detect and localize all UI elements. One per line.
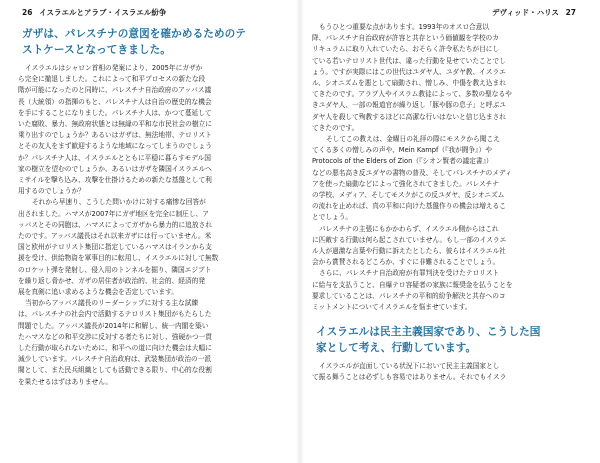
text-line: 会から賞賛されるどころか、すぐに非難されることでしょう。 [312, 258, 500, 267]
right-page-content [312, 22, 588, 384]
text-line: ミサイルを撃ち込み、攻撃を仕掛けるための新たな基盤として利 [18, 176, 212, 185]
text-line: ょう。ですが実際にはこの世代はユダヤ人、ユダヤ教、イスラエ [312, 67, 506, 76]
text-line: か？パレスチナ人は、イスラエルとともに平穏に暮らすモデル国 [18, 153, 211, 162]
text-line: ッバスとその同胞は、ハマスによってガザから暴力的に追放され [18, 220, 212, 229]
text-line: 出されました。ハマスが2007年にガザ地区を完全に制圧し、ア [18, 209, 209, 218]
text-line: を手にすることになりました。パレスチナ人は、かつて蔓延して [18, 108, 212, 117]
text-line: ダヤ人を殺して殉教するほどに高潔な行いはないと信じ込まされ [312, 112, 506, 121]
text-line: もうひとつ重要な点があります。1993年のオスロ合意以 [319, 23, 490, 31]
text-line: たハマスなどの和平交渉に反対する者たちに対し、強硬かつ一貫 [18, 332, 212, 341]
text-line: きユダヤ人、一部の報道官が繰り返し「豚や豚の息子」と呼ぶユ [312, 101, 506, 110]
left-page-header [18, 7, 292, 18]
text-line: 降、パレスチナ自治政府が許容と共存という価値観を学校のカ [312, 34, 499, 43]
right-page-header [308, 7, 580, 18]
heading-line: ストケースとなってきました。 [22, 44, 171, 56]
text-line: に匹敵する行動は何ら起こされていません。もし一部のイスラエ [312, 235, 507, 244]
paragraph [312, 134, 588, 224]
text-line: てきたのです。 [312, 123, 359, 132]
text-line: した行動が取られないために、和平への道に向けた機会は大幅に [18, 344, 212, 353]
text-line: イスラエルが直面している状況下において民主主義国家とし [319, 362, 500, 371]
text-line: いた腐敗、暴力、無政府状態とは無縁の平和な市民社会の樹立に [18, 120, 212, 129]
text-line: 長（大統領）の指揮のもと、パレスチナ人は自治の歴史的な機会 [18, 97, 212, 106]
spacer [312, 313, 588, 320]
heading-line: ガザは、パレスチナの意図を確かめるためのテ [22, 28, 247, 40]
running-title-left: イスラエルとアラブ・イスラエル紛争 [39, 8, 167, 17]
text-line: て振る舞うことは必ずしも容易ではありません。それでもイスラ [312, 373, 507, 382]
text-line: てきたのです。アラブ人やイスラム教徒によって、多数の聖なるや [312, 90, 512, 99]
text-line: 乗り出すのでしょうか？あるいはガザは、無法地帯、テロリスト [18, 131, 212, 140]
section-heading-democracy [316, 324, 588, 356]
paragraph [312, 361, 588, 383]
paragraph [18, 197, 288, 298]
paragraph [18, 298, 288, 388]
text-line: リキュラムに取り入れていたら、おそらく許令私たちが目にし [312, 45, 500, 54]
heading-line: イスラエルは民主主義国家であり、こうした国 [316, 326, 541, 339]
text-line: 要求していることは、パレスチナの平和的紛争解決と共存へのコ [312, 291, 506, 300]
book-gutter [296, 0, 304, 463]
text-line: 減少しています。パレスチナ自治政府は、武装集団が政治の一派 [18, 355, 212, 364]
text-line: 用するのでしょうか？ [18, 187, 85, 196]
text-line: ミットメントについてイスラエルを悩ませています。 [312, 303, 472, 312]
text-line: さらに、パレスチナ自治政府が有罪判決を受けたテロリスト [319, 269, 500, 278]
paragraph [18, 63, 288, 197]
text-line: 国と欧州がテロリスト集団に指定しているハマスはイランから支 [18, 243, 212, 252]
text-line: 展を真剣に追い求めるような機会を否定しています。 [18, 288, 178, 297]
text-line: を果たせるはずはありません。 [18, 377, 113, 386]
text-line: の学校、メディア、そしてモスクがこの反ユダヤ、反シオニズム [312, 191, 505, 200]
left-page [0, 0, 292, 463]
text-line: イスラエルはシャロン首相の発案により、2005年にガザか [25, 64, 203, 72]
paragraph [312, 22, 588, 134]
text-line: 家の樹立を望むのでしょうか、あるいはガザを隣国イスラエルへ [18, 164, 212, 173]
paragraph [312, 268, 588, 313]
text-line: は、パレスチナの社会内で活動するテロリスト集団がもたらした [18, 310, 212, 319]
text-line: ら完全に撤退しました。これによって和平プロセスの新たな段 [18, 75, 206, 84]
text-line: てくる多くの憎しみの声や、Mein Kampf（『我が闘争』）や [312, 146, 492, 155]
text-line: に給与を支払うこと、自爆テロ容疑者の家族に報奨金を払うことを [312, 280, 513, 289]
heading-line: 家として考え、行動しています。 [316, 342, 477, 355]
text-line: などの悪名高き反ユダヤの書物の普及、そしてパレスチナのメディ [312, 168, 512, 177]
page-number-left: 26 [22, 8, 33, 17]
text-line: 当初からアッバス議長のリーダーシップに対する主な試練 [25, 299, 199, 308]
text-line: のロケット弾を発射し、侵入用のトンネルを掘り、隣国エジプト [18, 265, 212, 274]
text-line: を繰り返し脅かせ、ガザの居住者が政治的、社会的、経済的発 [18, 276, 206, 285]
text-line: とでしょう。 [312, 213, 353, 222]
text-line: 問題でした。アッバス議長が2014年に和解し、統一内閣を築い [18, 321, 209, 330]
text-line: 援を受け、供給物資を軍事目的に転用し、イスラエルに対して無数 [18, 254, 219, 263]
text-line: パレスチナの主張にもかかわらず、イスラエル側からはこれ [319, 224, 499, 233]
page-number-right: 27 [565, 8, 576, 17]
text-line: ル、シオニズムを悪として扇動され、憎しみ、中傷を教え込まれ [312, 79, 506, 88]
text-line: たのです。アッバス議長はそれ以来ガザには行っていません。米 [18, 232, 212, 241]
paragraph [312, 224, 588, 269]
text-line: そしてこの教えは、金曜日の礼拝の際にモスクから聞こえ [326, 135, 500, 144]
text-line: 閥として、また民兵組織としても活動できる限り、中心的な役割 [18, 366, 212, 375]
section-heading-gaza [22, 26, 288, 58]
text-line: それから早速り、こうした問いかけに対する痛惨な回答が [32, 198, 206, 207]
left-page-content [18, 22, 288, 388]
text-line: 階が可能になったのと同時に、パレスチナ自治政府のアッバス議 [18, 86, 212, 95]
text-line: Protocols of the Elders of Zion（『シオン賢者の議定書』） [312, 157, 493, 166]
text-line: とその友人をまず歓迎するような地域になってしまうのでしょう [18, 142, 212, 151]
text-line: アを使った扇動などによって強化されてきました。パレスチナ [312, 179, 499, 188]
text-line: の流れを止めれば、真の平和に向けた基盤作りの機会は増えるこ [312, 202, 506, 211]
text-line: ている若いテロリスト世代は、違った行動を見せていたことでし [312, 56, 506, 65]
text-line: ル人が過激な言葉や行動に訴えたとしたら、彼らはイスラエル社 [312, 247, 506, 256]
running-title-right: デヴィッド・ハリス [492, 8, 559, 17]
right-page [308, 0, 600, 463]
